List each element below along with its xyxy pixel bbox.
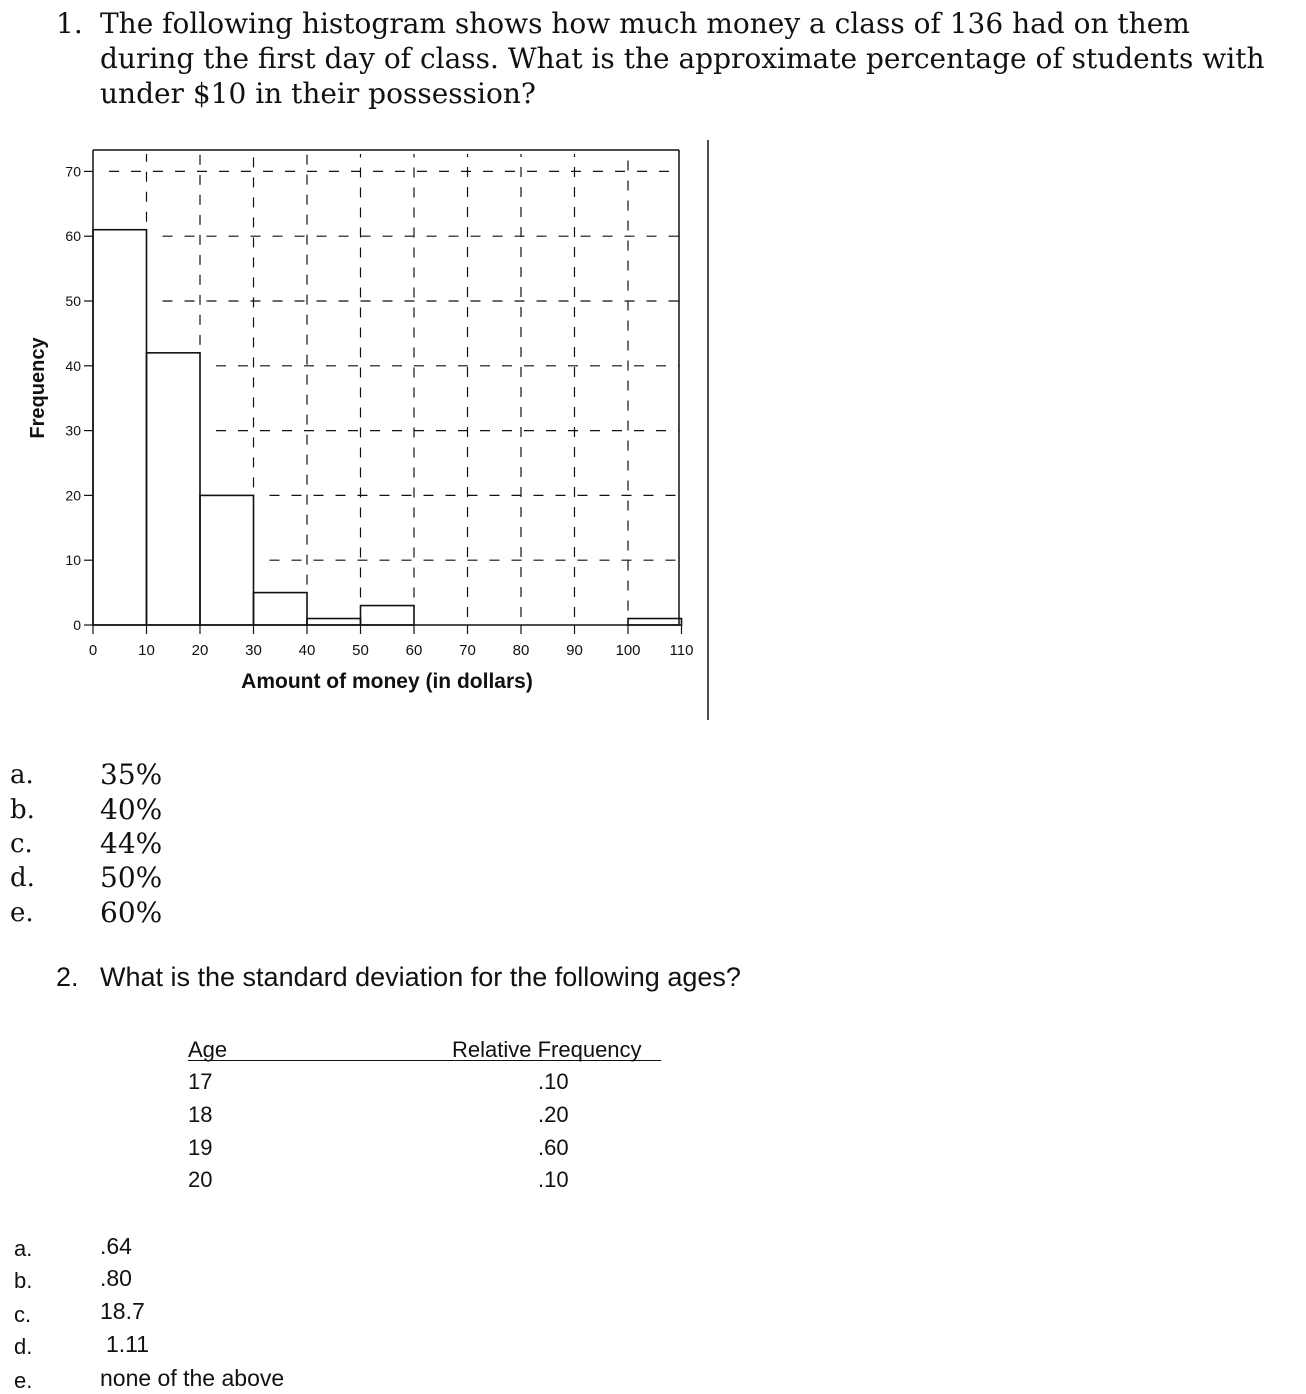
question-2-number: 2. xyxy=(56,962,79,992)
y-tick-label: 70 xyxy=(65,163,81,180)
x-tick-label: 80 xyxy=(512,642,530,659)
table-header-rule xyxy=(188,1060,661,1061)
choice-text: 50% xyxy=(100,861,163,894)
choice-text: 35% xyxy=(100,758,163,791)
histogram-bar xyxy=(200,495,254,625)
histogram-chart xyxy=(0,130,720,730)
y-tick-label: 20 xyxy=(65,487,81,504)
choice-letter: b. xyxy=(14,1268,33,1293)
table-cell-frequency: .10 xyxy=(538,1069,569,1094)
table-cell-age: 18 xyxy=(188,1102,213,1127)
y-tick-label: 60 xyxy=(65,228,81,245)
table-cell-frequency: .10 xyxy=(538,1167,569,1192)
choice-text: .80 xyxy=(100,1265,132,1291)
x-tick-label: 110 xyxy=(669,642,694,659)
x-tick-label: 90 xyxy=(566,642,583,659)
choice-letter: b. xyxy=(10,795,35,825)
table-cell-frequency: .20 xyxy=(538,1102,569,1127)
choice-letter: d. xyxy=(10,863,35,893)
x-tick-label: 10 xyxy=(138,642,155,659)
choice-text: 18.7 xyxy=(100,1298,145,1324)
table-header-frequency: Relative Frequency xyxy=(452,1037,642,1062)
choice-text: 40% xyxy=(100,793,163,826)
choice-text: .64 xyxy=(100,1233,132,1259)
x-tick-label: 40 xyxy=(298,642,316,659)
choice-letter: e. xyxy=(14,1368,33,1393)
y-tick-label: 10 xyxy=(65,552,81,569)
x-tick-label: 70 xyxy=(459,642,476,659)
choice-text: 44% xyxy=(100,827,163,860)
table-cell-frequency: .60 xyxy=(538,1135,569,1160)
x-tick-label: 20 xyxy=(191,642,209,659)
question-2-text: What is the standard deviation for the following ages? xyxy=(100,962,741,992)
histogram-bar xyxy=(147,353,201,625)
x-tick-label: 30 xyxy=(245,642,262,659)
y-axis-label: Frequency xyxy=(27,337,49,439)
histogram-bar xyxy=(307,619,361,625)
question-1-text: The following histogram shows how much money a class of 136 had on them during the first day of class. What is the approximate percentage of students with under $10 in their possession? xyxy=(100,7,1265,110)
y-tick-label: 40 xyxy=(65,357,81,374)
question-1-number: 1. xyxy=(56,7,83,40)
y-tick-label: 0 xyxy=(73,617,81,633)
x-tick-label: 100 xyxy=(615,642,641,659)
histogram-bar xyxy=(93,230,147,625)
histogram-bar xyxy=(628,619,682,625)
histogram-bar xyxy=(361,606,415,625)
table-header-age: Age xyxy=(188,1037,228,1062)
x-tick-label: 60 xyxy=(405,642,423,659)
choice-letter: a. xyxy=(14,1236,33,1261)
table-cell-age: 20 xyxy=(188,1167,213,1192)
choice-text: 1.11 xyxy=(106,1331,150,1357)
choice-letter: a. xyxy=(10,760,34,790)
choice-letter: d. xyxy=(14,1334,33,1359)
choice-text: none of the above xyxy=(100,1365,285,1391)
x-tick-label: 0 xyxy=(88,642,98,659)
y-tick-label: 30 xyxy=(65,422,81,439)
table-cell-age: 17 xyxy=(188,1069,213,1094)
table-cell-age: 19 xyxy=(188,1135,213,1160)
choice-letter: e. xyxy=(10,898,34,928)
histogram-bar xyxy=(254,593,308,625)
choice-text: 60% xyxy=(100,896,163,929)
x-axis-label: Amount of money (in dollars) xyxy=(241,670,533,693)
choice-letter: c. xyxy=(14,1302,32,1327)
x-tick-label: 50 xyxy=(352,642,369,659)
choice-letter: c. xyxy=(10,829,33,859)
y-tick-label: 50 xyxy=(65,293,81,309)
